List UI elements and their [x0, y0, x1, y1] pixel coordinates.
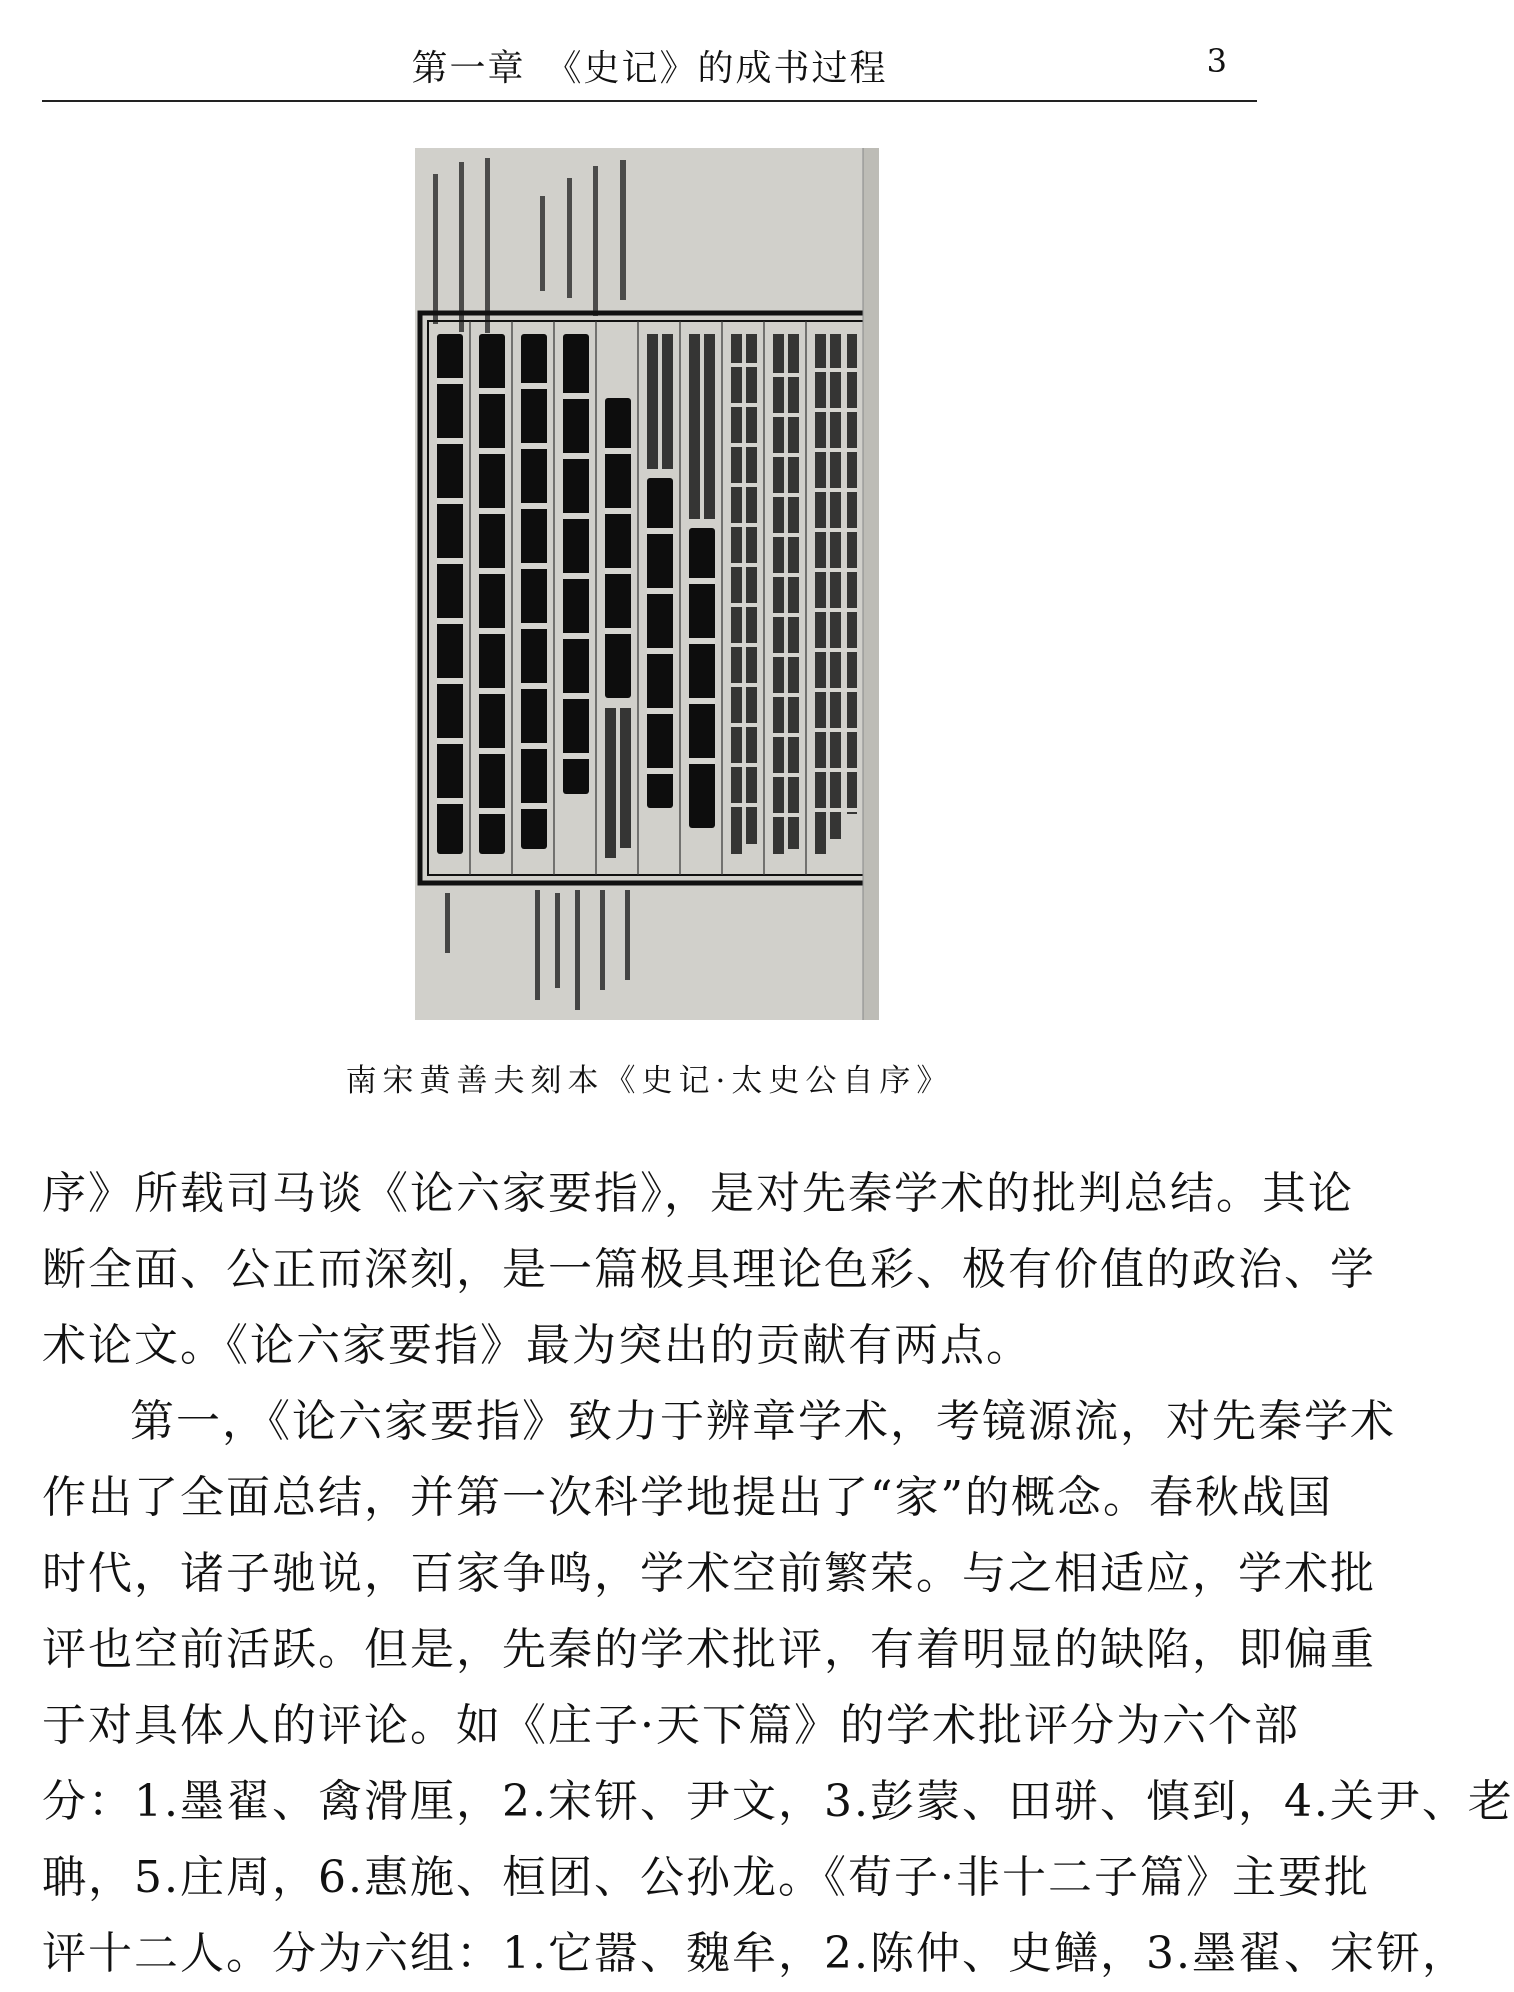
text-line: 第一，《论六家要指》致力于辨章学术，考镜源流，对先秦学术: [130, 1396, 1396, 1447]
woodblock-print-drawing: [415, 148, 879, 1020]
text-line: 评也空前活跃。但是，先秦的学术批评，有着明显的缺陷，即偏重: [42, 1624, 1376, 1675]
text-line: 分：1.墨翟、禽滑厘，2.宋钘、尹文，3.彭蒙、田骈、慎到，4.关尹、老: [42, 1776, 1514, 1827]
chapter-title: 第一章 《史记》的成书过程: [411, 48, 888, 89]
body-paragraphs: [42, 1156, 1514, 1992]
text-line: 断全面、公正而深刻，是一篇极具理论色彩、极有价值的政治、学: [42, 1244, 1376, 1295]
header-divider: [42, 100, 1257, 102]
woodblock-print-image: [415, 148, 879, 1020]
text-line: 聃，5.庄周，6.惠施、桓团、公孙龙。《荀子·非十二子篇》主要批: [42, 1852, 1370, 1903]
text-line: 作出了全面总结，并第一次科学地提出了“家”的概念。春秋战国: [42, 1472, 1333, 1523]
text-line: 于对具体人的评论。如《庄子·天下篇》的学术批评分为六个部: [42, 1700, 1300, 1751]
text-line: 序》所载司马谈《论六家要指》，是对先秦学术的批判总结。其论: [42, 1168, 1354, 1219]
text-line: 时代，诸子驰说，百家争鸣，学术空前繁荣。与之相适应，学术批: [42, 1548, 1376, 1599]
page-number: 3: [1206, 42, 1227, 80]
text-line: 术论文。《论六家要指》最为突出的贡献有两点。: [42, 1320, 1032, 1371]
figure-caption: 南宋黄善夫刻本《史记·太史公自序》: [345, 1063, 954, 1099]
running-header: [42, 30, 1257, 100]
text-line: 评十二人。分为六组：1.它嚣、魏牟，2.陈仲、史鳝，3.墨翟、宋钘，: [42, 1928, 1468, 1979]
